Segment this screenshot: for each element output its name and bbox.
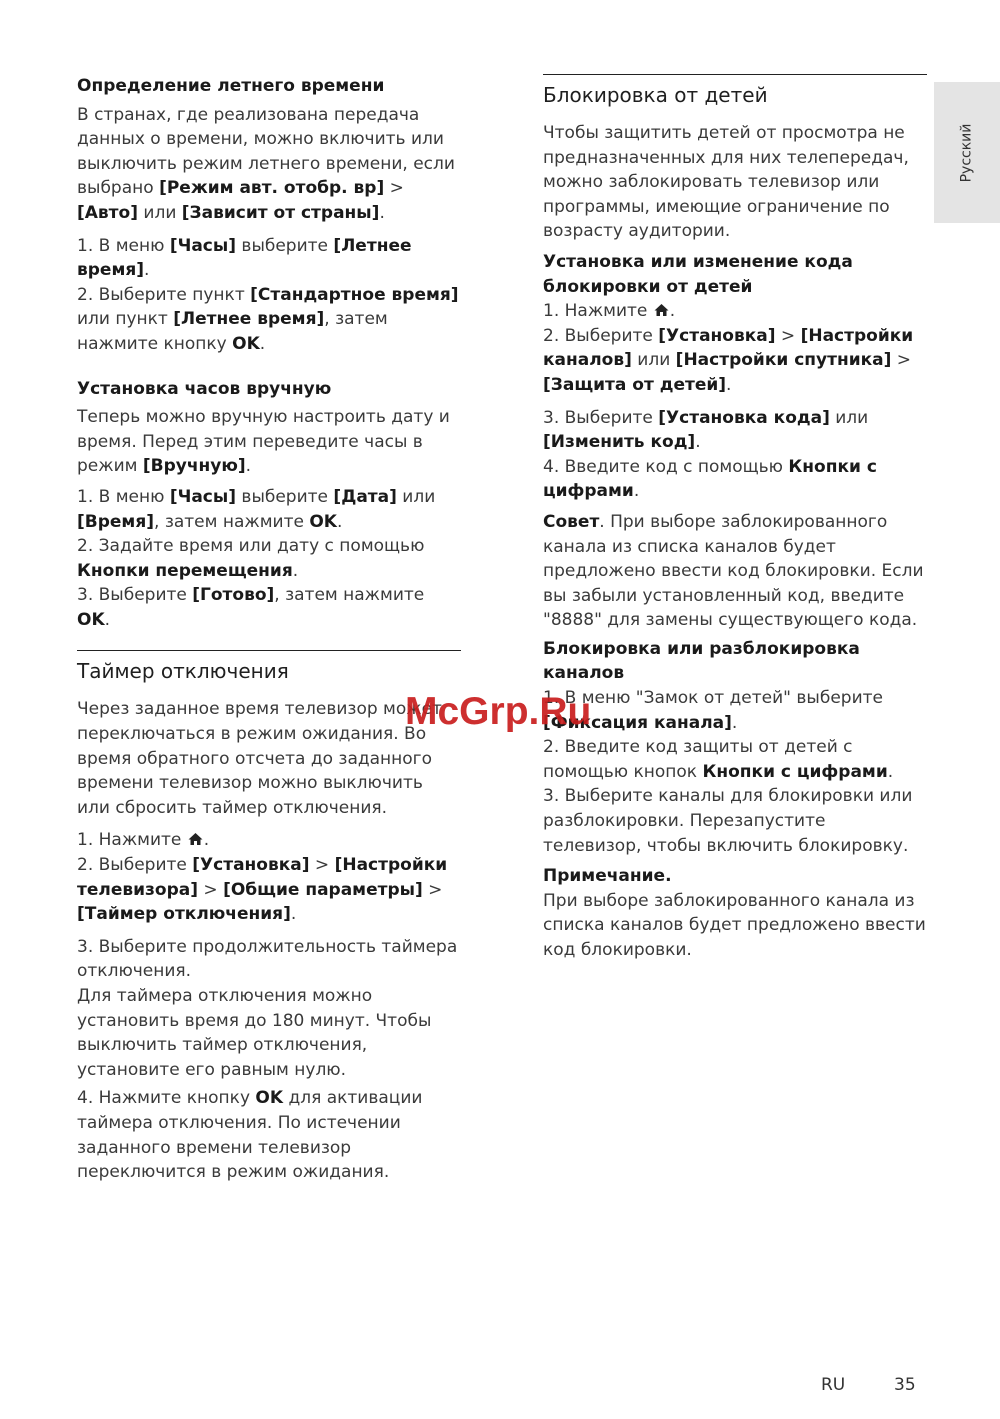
- home-icon: [187, 832, 204, 846]
- watermark: McGrp.Ru: [405, 690, 592, 733]
- code-step-2: 2. Выберите [Установка] > [Настройки каналов] или [Настройки спутника] > [Защита от детей].: [543, 325, 914, 395]
- code-step-1: 1. Нажмите .: [543, 301, 676, 322]
- left-column: [77, 74, 461, 1185]
- dst-step-2: 2. Выберите пункт [Стандартное время] или пункт [Летнее время], затем нажмите кнопку OK.: [77, 284, 459, 354]
- channels-step-1: 1. В меню "Замок от детей" выберите [Фиксация канала].: [543, 688, 883, 733]
- note-text: При выборе заблокированного канала из списка каналов будет предложено ввести код блокировки.: [543, 890, 926, 960]
- manual-clock-step-3: 3. Выберите [Готово], затем нажмите OK.: [77, 585, 425, 630]
- channels-step-2: 2. Введите код защиты от детей с помощью кнопок Кнопки с цифрами.: [543, 737, 894, 782]
- child-lock-intro: Чтобы защитить детей от просмотра не предназначенных для них телепередач, можно заблокировать телевизор или программы, имеющие ограничение по возрасту аудитории.: [543, 123, 909, 242]
- footer-language: RU: [821, 1375, 846, 1395]
- sleep-timer-step-4: 4. Нажмите кнопку OK для активации таймера отключения. По истечении заданного времени телевизор переключится в режим ожидания.: [77, 1088, 423, 1183]
- language-tab-label: Русский: [958, 123, 975, 182]
- home-icon: [653, 303, 670, 317]
- sleep-timer-step-1: 1. Нажмите .: [77, 830, 210, 851]
- channels-step-3: 3. Выберите каналы для блокировки или разблокировки. Перезапустите телевизор, чтобы включить блокировку.: [543, 786, 913, 856]
- sleep-timer-note: Для таймера отключения можно установить время до 180 минут. Чтобы выключить таймер отключения, установите его равным нулю.: [77, 986, 432, 1080]
- language-tab: [934, 82, 1000, 223]
- dst-heading: Определение летнего времени: [77, 76, 385, 96]
- code-tip: Совет. При выборе заблокированного канала из списка каналов будет предложено ввести код блокировки. Если вы забыли установленный код, введите "8888" для замены существующего кода.: [543, 511, 924, 631]
- child-lock-title: Блокировка от детей: [543, 74, 927, 109]
- sleep-timer-step-3: 3. Выберите продолжительность таймера отключения.: [77, 936, 458, 982]
- code-step-4: 4. Введите код с помощью Кнопки с цифрами.: [543, 456, 877, 502]
- sleep-timer-step-2: 2. Выберите [Установка] > [Настройки телевизора] > [Общие параметры] > [Таймер отключения].: [77, 855, 448, 925]
- code-heading: Установка или изменение кода блокировки от детей: [543, 251, 853, 297]
- sleep-timer-title: Таймер отключения: [77, 650, 461, 685]
- right-column: [543, 74, 927, 963]
- manual-clock-heading: Установка часов вручную: [77, 378, 332, 399]
- manual-clock-intro: Теперь можно вручную настроить дату и время. Перед этим переведите часы в режим [Вручную].: [77, 407, 450, 477]
- manual-clock-step-2: 2. Задайте время или дату с помощью Кнопки перемещения.: [77, 536, 425, 581]
- dst-step-1: 1. В меню [Часы] выберите [Летнее время].: [77, 235, 412, 281]
- dst-intro: В странах, где реализована передача данных о времени, можно включить или выключить режим летнего времени, если выбрано [Режим авт. отобр. вр] > [Авто] или [Зависит от страны].: [77, 104, 455, 223]
- channels-heading: Блокировка или разблокировка каналов: [543, 638, 860, 684]
- manual-clock-step-1: 1. В меню [Часы] выберите [Дата] или [Время], затем нажмите OK.: [77, 486, 436, 532]
- sleep-timer-intro: Через заданное время телевизор может переключаться в режим ожидания. Во время обратного отсчета до заданного времени телевизор можно выключить или сбросить таймер отключения.: [77, 699, 442, 818]
- note-heading: Примечание.: [543, 866, 672, 887]
- page-number: 35: [894, 1375, 916, 1395]
- code-step-3: 3. Выберите [Установка кода] или [Изменить код].: [543, 407, 869, 453]
